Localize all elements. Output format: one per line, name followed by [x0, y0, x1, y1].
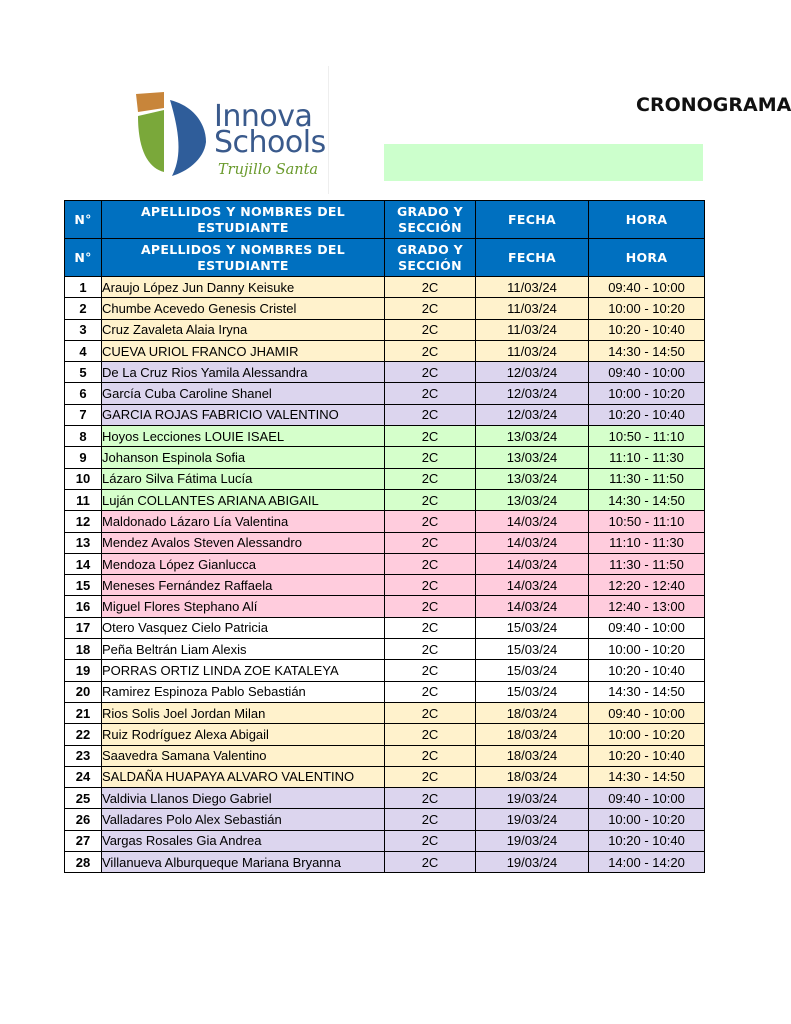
- student-name: Otero Vasquez Cielo Patricia: [102, 617, 385, 638]
- header-time: HORA: [589, 201, 705, 239]
- time-cell: 10:20 - 10:40: [589, 745, 705, 766]
- header-time: HORA: [589, 239, 705, 277]
- grade-section: 2C: [385, 809, 476, 830]
- student-name: Meneses Fernández Raffaela: [102, 575, 385, 596]
- student-name: GARCIA ROJAS FABRICIO VALENTINO: [102, 404, 385, 425]
- grade-section: 2C: [385, 298, 476, 319]
- time-cell: 11:30 - 11:50: [589, 468, 705, 489]
- time-cell: 09:40 - 10:00: [589, 702, 705, 723]
- student-name: Saavedra Samana Valentino: [102, 745, 385, 766]
- date-cell: 13/03/24: [476, 447, 589, 468]
- student-name: Hoyos Lecciones LOUIE ISAEL: [102, 426, 385, 447]
- header-student-name: APELLIDOS Y NOMBRES DEL ESTUDIANTE: [102, 201, 385, 239]
- grade-section: 2C: [385, 468, 476, 489]
- grade-section: 2C: [385, 553, 476, 574]
- time-cell: 11:10 - 11:30: [589, 447, 705, 468]
- table-row: [65, 681, 705, 702]
- student-name: PORRAS ORTIZ LINDA ZOE KATALEYA: [102, 660, 385, 681]
- date-cell: 19/03/24: [476, 788, 589, 809]
- grade-section: 2C: [385, 702, 476, 723]
- grade-section: 2C: [385, 745, 476, 766]
- student-name: Mendoza López Gianlucca: [102, 553, 385, 574]
- table-row: [65, 852, 705, 873]
- date-cell: 14/03/24: [476, 553, 589, 574]
- grade-section: 2C: [385, 319, 476, 340]
- table-row: [65, 426, 705, 447]
- time-cell: 10:00 - 10:20: [589, 298, 705, 319]
- student-name: SALDAÑA HUAPAYA ALVARO VALENTINO: [102, 766, 385, 787]
- date-cell: 15/03/24: [476, 617, 589, 638]
- row-number: 1: [65, 277, 102, 298]
- table-row: [65, 766, 705, 787]
- grade-section: 2C: [385, 340, 476, 361]
- grade-section: 2C: [385, 383, 476, 404]
- row-number: 20: [65, 681, 102, 702]
- table-row: [65, 617, 705, 638]
- row-number: 11: [65, 489, 102, 510]
- row-number: 6: [65, 383, 102, 404]
- header-date: FECHA: [476, 201, 589, 239]
- table-row: [65, 319, 705, 340]
- date-cell: 18/03/24: [476, 724, 589, 745]
- time-cell: 10:20 - 10:40: [589, 830, 705, 851]
- date-cell: 13/03/24: [476, 489, 589, 510]
- row-number: 16: [65, 596, 102, 617]
- table-row: [65, 362, 705, 383]
- time-cell: 14:30 - 14:50: [589, 681, 705, 702]
- date-cell: 15/03/24: [476, 681, 589, 702]
- date-cell: 11/03/24: [476, 277, 589, 298]
- table-row: [65, 468, 705, 489]
- time-cell: 09:40 - 10:00: [589, 617, 705, 638]
- date-cell: 14/03/24: [476, 532, 589, 553]
- grade-section: 2C: [385, 852, 476, 873]
- row-number: 28: [65, 852, 102, 873]
- row-number: 4: [65, 340, 102, 361]
- student-name: Valdivia Llanos Diego Gabriel: [102, 788, 385, 809]
- student-name: Araujo López Jun Danny Keisuke: [102, 277, 385, 298]
- header-number: N°: [65, 239, 102, 277]
- logo-line2: Schools: [214, 125, 326, 160]
- grade-section: 2C: [385, 426, 476, 447]
- school-logo: [120, 66, 329, 194]
- time-cell: 10:00 - 10:20: [589, 724, 705, 745]
- grade-section: 2C: [385, 681, 476, 702]
- table-row: [65, 404, 705, 425]
- date-cell: 19/03/24: [476, 830, 589, 851]
- row-number: 19: [65, 660, 102, 681]
- header-row: [65, 201, 705, 239]
- row-number: 26: [65, 809, 102, 830]
- row-number: 7: [65, 404, 102, 425]
- date-cell: 12/03/24: [476, 383, 589, 404]
- row-number: 23: [65, 745, 102, 766]
- row-number: 22: [65, 724, 102, 745]
- row-number: 25: [65, 788, 102, 809]
- row-number: 8: [65, 426, 102, 447]
- date-cell: 11/03/24: [476, 340, 589, 361]
- time-cell: 12:20 - 12:40: [589, 575, 705, 596]
- grade-section: 2C: [385, 489, 476, 510]
- grade-section: 2C: [385, 617, 476, 638]
- time-cell: 14:30 - 14:50: [589, 766, 705, 787]
- table-row: [65, 489, 705, 510]
- table-row: [65, 745, 705, 766]
- table-row: [65, 298, 705, 319]
- time-cell: 12:40 - 13:00: [589, 596, 705, 617]
- grade-section: 2C: [385, 277, 476, 298]
- table-row: [65, 660, 705, 681]
- row-number: 12: [65, 511, 102, 532]
- logo-line1: Innova: [214, 99, 313, 134]
- student-name: Ruiz Rodríguez Alexa Abigail: [102, 724, 385, 745]
- student-name: Peña Beltrán Liam Alexis: [102, 639, 385, 660]
- student-name: Miguel Flores Stephano Alí: [102, 596, 385, 617]
- table-row: [65, 788, 705, 809]
- date-cell: 11/03/24: [476, 319, 589, 340]
- row-number: 3: [65, 319, 102, 340]
- student-name: Villanueva Alburqueque Mariana Bryanna: [102, 852, 385, 873]
- row-number: 17: [65, 617, 102, 638]
- header-date: FECHA: [476, 239, 589, 277]
- time-cell: 10:50 - 11:10: [589, 426, 705, 447]
- date-cell: 15/03/24: [476, 639, 589, 660]
- innova-leaf-icon: [134, 90, 214, 180]
- page-title: CRONOGRAMA: [636, 94, 791, 116]
- student-name: Valladares Polo Alex Sebastián: [102, 809, 385, 830]
- table-row: [65, 639, 705, 660]
- time-cell: 14:30 - 14:50: [589, 489, 705, 510]
- date-cell: 13/03/24: [476, 468, 589, 489]
- student-name: De La Cruz Rios Yamila Alessandra: [102, 362, 385, 383]
- header-grade-section: GRADO Y SECCIÓN: [385, 239, 476, 277]
- table-row: [65, 702, 705, 723]
- student-name: Rios Solis Joel Jordan Milan: [102, 702, 385, 723]
- table-row: [65, 511, 705, 532]
- date-cell: 18/03/24: [476, 766, 589, 787]
- grade-section: 2C: [385, 724, 476, 745]
- row-number: 21: [65, 702, 102, 723]
- grade-section: 2C: [385, 596, 476, 617]
- student-name: CUEVA URIOL FRANCO JHAMIR: [102, 340, 385, 361]
- grade-section: 2C: [385, 639, 476, 660]
- table-row: [65, 553, 705, 574]
- date-cell: 14/03/24: [476, 511, 589, 532]
- schedule-table: [64, 200, 705, 873]
- grade-section: 2C: [385, 766, 476, 787]
- student-name: Luján COLLANTES ARIANA ABIGAIL: [102, 489, 385, 510]
- date-cell: 18/03/24: [476, 702, 589, 723]
- time-cell: 14:30 - 14:50: [589, 340, 705, 361]
- table-row: [65, 383, 705, 404]
- table-row: [65, 830, 705, 851]
- grade-section: 2C: [385, 362, 476, 383]
- date-cell: 18/03/24: [476, 745, 589, 766]
- date-cell: 14/03/24: [476, 596, 589, 617]
- time-cell: 14:00 - 14:20: [589, 852, 705, 873]
- time-cell: 11:30 - 11:50: [589, 553, 705, 574]
- row-number: 27: [65, 830, 102, 851]
- grade-section: 2C: [385, 404, 476, 425]
- row-number: 9: [65, 447, 102, 468]
- student-name: Chumbe Acevedo Genesis Cristel: [102, 298, 385, 319]
- date-cell: 14/03/24: [476, 575, 589, 596]
- table-row: [65, 277, 705, 298]
- date-cell: 15/03/24: [476, 660, 589, 681]
- row-number: 14: [65, 553, 102, 574]
- time-cell: 09:40 - 10:00: [589, 362, 705, 383]
- header-grade-section: GRADO Y SECCIÓN: [385, 201, 476, 239]
- header-row: [65, 239, 705, 277]
- grade-section: 2C: [385, 830, 476, 851]
- time-cell: 09:40 - 10:00: [589, 788, 705, 809]
- row-number: 10: [65, 468, 102, 489]
- table-row: [65, 447, 705, 468]
- header-student-name: APELLIDOS Y NOMBRES DEL ESTUDIANTE: [102, 239, 385, 277]
- time-cell: 10:20 - 10:40: [589, 660, 705, 681]
- time-cell: 10:50 - 11:10: [589, 511, 705, 532]
- grade-section: 2C: [385, 660, 476, 681]
- grade-section: 2C: [385, 511, 476, 532]
- time-cell: 10:00 - 10:20: [589, 383, 705, 404]
- student-name: Johanson Espinola Sofia: [102, 447, 385, 468]
- date-cell: 12/03/24: [476, 362, 589, 383]
- row-number: 24: [65, 766, 102, 787]
- row-number: 18: [65, 639, 102, 660]
- table-row: [65, 724, 705, 745]
- table-row: [65, 809, 705, 830]
- time-cell: 10:20 - 10:40: [589, 319, 705, 340]
- row-number: 2: [65, 298, 102, 319]
- date-cell: 13/03/24: [476, 426, 589, 447]
- student-name: Ramirez Espinoza Pablo Sebastián: [102, 681, 385, 702]
- table-row: [65, 532, 705, 553]
- grade-section: 2C: [385, 788, 476, 809]
- grade-section: 2C: [385, 532, 476, 553]
- student-name: Maldonado Lázaro Lía Valentina: [102, 511, 385, 532]
- grade-section: 2C: [385, 575, 476, 596]
- table-row: [65, 340, 705, 361]
- table-row: [65, 596, 705, 617]
- date-cell: 11/03/24: [476, 298, 589, 319]
- row-number: 13: [65, 532, 102, 553]
- student-name: García Cuba Caroline Shanel: [102, 383, 385, 404]
- time-cell: 10:00 - 10:20: [589, 639, 705, 660]
- time-cell: 09:40 - 10:00: [589, 277, 705, 298]
- date-cell: 19/03/24: [476, 809, 589, 830]
- header-number: N°: [65, 201, 102, 239]
- time-cell: 11:10 - 11:30: [589, 532, 705, 553]
- green-banner-cell: [384, 144, 703, 181]
- row-number: 15: [65, 575, 102, 596]
- student-name: Lázaro Silva Fátima Lucía: [102, 468, 385, 489]
- student-name: Vargas Rosales Gia Andrea: [102, 830, 385, 851]
- date-cell: 12/03/24: [476, 404, 589, 425]
- logo-subtitle: Trujillo Santa: [218, 162, 319, 178]
- table-row: [65, 575, 705, 596]
- date-cell: 19/03/24: [476, 852, 589, 873]
- time-cell: 10:00 - 10:20: [589, 809, 705, 830]
- time-cell: 10:20 - 10:40: [589, 404, 705, 425]
- student-name: Cruz Zavaleta Alaia Iryna: [102, 319, 385, 340]
- row-number: 5: [65, 362, 102, 383]
- student-name: Mendez Avalos Steven Alessandro: [102, 532, 385, 553]
- grade-section: 2C: [385, 447, 476, 468]
